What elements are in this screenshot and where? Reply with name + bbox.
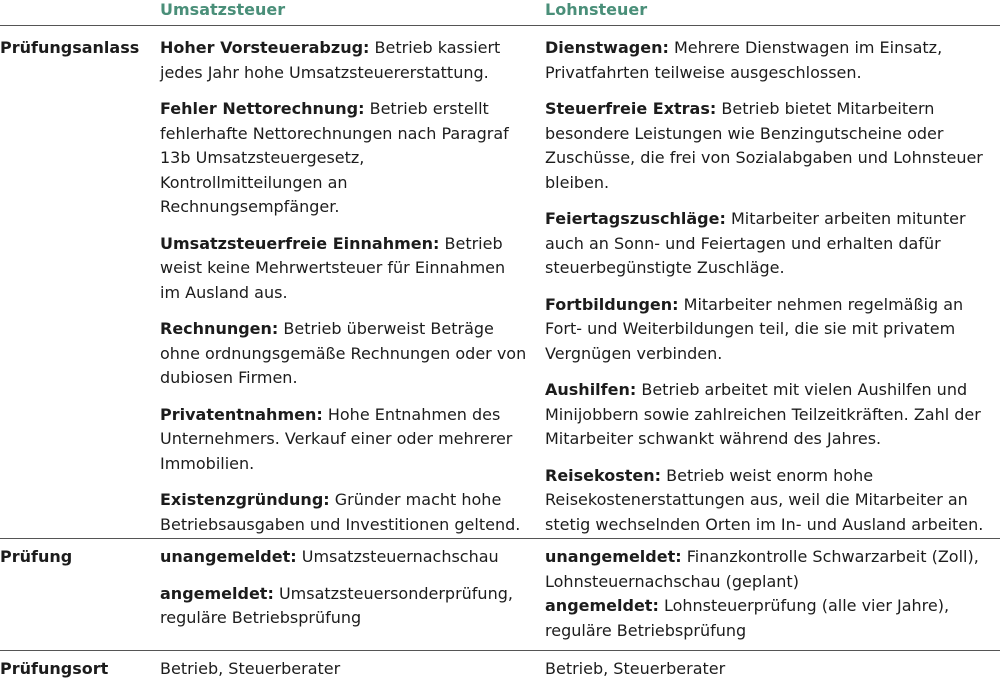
list-item (545, 464, 997, 538)
item-label: Existenzgründung: (160, 490, 330, 509)
item-text: Hohe Entnahmen des Unternehmers. Verkauf einer oder mehrerer Immobilien. (160, 404, 513, 473)
item-text: Mehrere Dienstwagen im Einsatz, Privatfahrten teilweise ausgeschlossen. (545, 38, 943, 82)
item-label: Steuerfreie Extras: (545, 99, 717, 118)
item-label: Fehler Nettorechnung: (160, 99, 365, 118)
list-item (545, 594, 997, 643)
item-text: Mitarbeiter arbeiten mitunter auch an Sonn- und Feiertagen und erhalten dafür steuerbegünstigte Zuschläge. (545, 209, 966, 277)
list-item (160, 488, 530, 537)
item-text: Betrieb überweist Beträge ohne ordnungsgemäße Rechnungen oder von dubiosen Firmen. (160, 319, 527, 387)
cell-pruefung-lohnsteuer (545, 545, 997, 643)
column-header-umsatzsteuer: Umsatzsteuer (160, 0, 286, 19)
list-item (160, 232, 530, 306)
row-label-pruefungsort: Prüfungsort (0, 659, 109, 678)
item-text: Umsatzsteuersonderprüfung, reguläre Betriebsprüfung (160, 583, 513, 627)
item-label: Rechnungen: (160, 319, 279, 338)
item-label: Feiertagszuschläge: (545, 209, 726, 228)
item-label: unangemeldet: (160, 547, 297, 566)
list-item (160, 582, 530, 631)
item-label: unangemeldet: (545, 547, 682, 566)
list-item (160, 97, 530, 220)
column-header-lohnsteuer: Lohnsteuer (545, 0, 648, 19)
list-item (545, 293, 997, 367)
item-text: Lohnsteuerprüfung (alle vier Jahre), reguläre Betriebsprüfung (545, 596, 950, 640)
item-label: Dienstwagen: (545, 38, 669, 57)
list-item (545, 207, 997, 281)
item-label: Aushilfen: (545, 380, 637, 399)
item-label: Reisekosten: (545, 465, 662, 485)
list-item (160, 317, 530, 391)
list-item (160, 545, 530, 570)
divider (0, 25, 1000, 26)
list-item (545, 545, 997, 594)
cell-anlass-lohnsteuer (545, 36, 997, 537)
item-text: Betrieb arbeitet mit vielen Aushilfen und Minijobbern sowie zahlreichen Teilzeitkräften. Zahl der Mitarbeiter schwankt während des Jahres. (545, 380, 981, 448)
list-item (160, 36, 530, 85)
row-label-pruefungsanlass: Prüfungsanlass (0, 38, 140, 57)
item-text: Betrieb weist keine Mehrwertsteuer für Einnahmen im Ausland aus. (160, 233, 506, 302)
item-text: Finanzkontrolle Schwarzarbeit (Zoll), Lohnsteuernachschau (geplant) (545, 547, 979, 591)
list-item (160, 403, 530, 477)
item-text: Gründer macht hohe Betriebsausgaben und Investitionen geltend. (160, 490, 521, 534)
item-text: Betrieb erstellt fehlerhafte Nettorechnungen nach Paragraf 13b Umsatzsteuergesetz, Kontrollmitteilungen an Rechnungsempfänger. (160, 99, 509, 216)
divider (0, 538, 1000, 539)
item-text: Umsatzsteuernachschau (296, 547, 499, 566)
list-item (545, 36, 997, 85)
row-label-pruefung: Prüfung (0, 547, 73, 566)
item-label: Privatentnahmen: (160, 404, 323, 424)
divider (0, 650, 1000, 651)
cell-ort-umsatzsteuer: Betrieb, Steuerberater (160, 659, 341, 678)
cell-anlass-umsatzsteuer (160, 36, 530, 537)
list-item (545, 378, 997, 452)
cell-pruefung-umsatzsteuer (160, 545, 530, 631)
item-text: Betrieb kassiert jedes Jahr hohe Umsatzsteuererstattung. (160, 38, 501, 82)
cell-ort-lohnsteuer: Betrieb, Steuerberater (545, 659, 726, 678)
item-label: Fortbildungen: (545, 294, 679, 314)
item-label: Umsatzsteuerfreie Einnahmen: (160, 233, 440, 253)
item-label: angemeldet: (545, 596, 659, 615)
list-item (545, 97, 997, 195)
item-text: Betrieb weist enorm hohe Reisekostenerstattungen aus, weil die Mitarbeiter an stetig wechselnden Orten im In- und Ausland arbeiten. (545, 465, 984, 534)
item-text: Betrieb bietet Mitarbeitern besondere Leistungen wie Benzingutscheine oder Zuschüsse, die frei von Sozialabgaben und Lohnsteuer bleiben. (545, 99, 983, 192)
item-text: Mitarbeiter nehmen regelmäßig an Fort- und Weiterbildungen teil, die sie mit privatem Vergnügen verbinden. (545, 294, 964, 363)
item-label: angemeldet: (160, 583, 274, 603)
item-label: Hoher Vorsteuerabzug: (160, 38, 370, 57)
